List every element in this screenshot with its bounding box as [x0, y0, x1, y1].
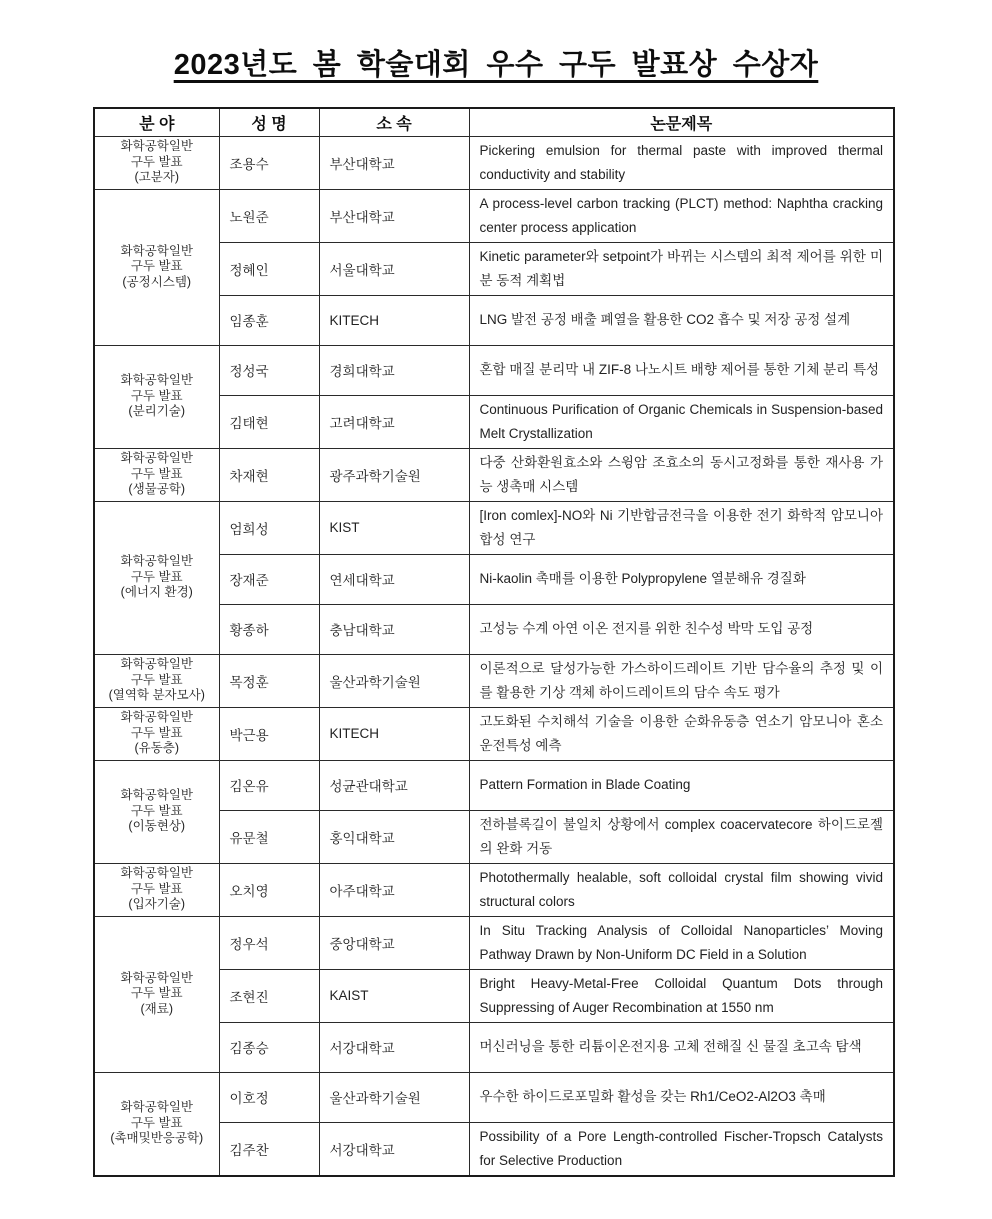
field-line: 화학공학일반: [120, 451, 193, 466]
paper-title: Pickering emulsion for thermal paste with improved thermal conductivity and stability: [469, 136, 894, 189]
winner-affiliation: KAIST: [319, 969, 469, 1022]
winner-name: 이호정: [219, 1072, 319, 1122]
winner-name: 정성국: [219, 345, 319, 395]
field-line: 화학공학일반: [120, 788, 193, 803]
awards-table: [93, 107, 895, 1177]
field-line: 구두 발표: [130, 569, 183, 584]
paper-title: 전하블록길이 불일치 상황에서 complex coacervatecore 하이드로젤의 완화 거동: [469, 810, 894, 863]
paper-title: Pattern Formation in Blade Coating: [469, 760, 894, 810]
field-line: (이동현상): [128, 819, 186, 834]
table-header: [94, 108, 894, 136]
field-line: (촉매및반응공학): [110, 1131, 204, 1146]
field-line: 화학공학일반: [120, 373, 193, 388]
winner-affiliation: 연세대학교: [319, 554, 469, 604]
field-line: 구두 발표: [130, 154, 183, 169]
paper-title: A process-level carbon tracking (PLCT) method: Naphtha cracking center process application: [469, 189, 894, 242]
paper-title: Photothermally healable, soft colloidal crystal film showing vivid structural colors: [469, 863, 894, 916]
header-field: 분 야: [94, 108, 219, 136]
field-cell: [94, 863, 219, 916]
field-line: 화학공학일반: [120, 866, 193, 881]
field-cell: [94, 916, 219, 1072]
winner-name: 정혜인: [219, 242, 319, 295]
paper-title: Possibility of a Pore Length-controlled Fischer-Tropsch Catalysts for Selective Production: [469, 1122, 894, 1176]
paper-title: 이론적으로 달성가능한 가스하이드레이트 기반 담수율의 추정 및 이를 활용한 기상 객체 하이드레이트의 담수 속도 평가: [469, 654, 894, 707]
winner-affiliation: 중앙대학교: [319, 916, 469, 969]
field-cell: [94, 345, 219, 448]
field-line: (유동층): [134, 741, 180, 756]
winner-name: 김주찬: [219, 1122, 319, 1176]
paper-title: 머신러닝을 통한 리튬이온전지용 고체 전해질 신 물질 초고속 탐색: [469, 1022, 894, 1072]
winner-affiliation: 아주대학교: [319, 863, 469, 916]
paper-title: 다중 산화환원효소와 스윙암 조효소의 동시고정화를 통한 재사용 가능 생촉매 시스템: [469, 448, 894, 501]
winner-name: 임종훈: [219, 295, 319, 345]
paper-title: Ni-kaolin 촉매를 이용한 Polypropylene 열분해유 경질화: [469, 554, 894, 604]
header-affiliation: 소 속: [319, 108, 469, 136]
table-row: [94, 448, 894, 501]
field-line: 구두 발표: [130, 466, 183, 481]
table-row: [94, 916, 894, 969]
paper-title: 우수한 하이드로포밀화 활성을 갖는 Rh1/CeO2-Al2O3 촉매: [469, 1072, 894, 1122]
header-name: 성 명: [219, 108, 319, 136]
winner-affiliation: 울산과학기술원: [319, 1072, 469, 1122]
field-cell: [94, 1072, 219, 1176]
field-line: 화학공학일반: [120, 139, 193, 154]
winner-affiliation: 부산대학교: [319, 136, 469, 189]
table-row: [94, 136, 894, 189]
winner-name: 조현진: [219, 969, 319, 1022]
header-row: [94, 108, 894, 136]
field-line: 구두 발표: [130, 725, 183, 740]
field-cell: [94, 448, 219, 501]
field-line: 화학공학일반: [120, 657, 193, 672]
paper-title: 고도화된 수치해석 기술을 이용한 순화유동층 연소기 암모니아 혼소 운전특성 예측: [469, 707, 894, 760]
winner-affiliation: 경희대학교: [319, 345, 469, 395]
field-line: 화학공학일반: [120, 243, 193, 258]
page-title: [0, 42, 992, 83]
field-line: (입자기술): [128, 897, 186, 912]
field-line: 화학공학일반: [120, 554, 193, 569]
field-line: 구두 발표: [130, 1115, 183, 1130]
winner-name: 목정훈: [219, 654, 319, 707]
field-line: (재료): [140, 1001, 173, 1016]
winner-name: 조용수: [219, 136, 319, 189]
paper-title: Kinetic parameter와 setpoint가 바뀌는 시스템의 최적 제어를 위한 미분 동적 계획법: [469, 242, 894, 295]
field-line: 구두 발표: [130, 388, 183, 403]
winner-name: 장재준: [219, 554, 319, 604]
winner-name: 엄희성: [219, 501, 319, 554]
winner-name: 차재현: [219, 448, 319, 501]
field-line: (에너지 환경): [120, 585, 193, 600]
header-paper-title: 논문제목: [469, 108, 894, 136]
field-cell: [94, 760, 219, 863]
field-cell: [94, 136, 219, 189]
field-line: 화학공학일반: [120, 710, 193, 725]
table-row: [94, 760, 894, 810]
winner-affiliation: 부산대학교: [319, 189, 469, 242]
paper-title: LNG 발전 공정 배출 폐열을 활용한 CO2 흡수 및 저장 공정 설계: [469, 295, 894, 345]
field-cell: [94, 654, 219, 707]
field-line: (고분자): [134, 170, 180, 185]
winner-affiliation: 충남대학교: [319, 604, 469, 654]
winner-name: 박근용: [219, 707, 319, 760]
field-line: 구두 발표: [130, 881, 183, 896]
winner-affiliation: 광주과학기술원: [319, 448, 469, 501]
paper-title: In Situ Tracking Analysis of Colloidal Nanoparticles’ Moving Pathway Drawn by Non-Uniform DC Field in a Solution: [469, 916, 894, 969]
winner-affiliation: 홍익대학교: [319, 810, 469, 863]
table-row: [94, 501, 894, 554]
winner-affiliation: KITECH: [319, 707, 469, 760]
winner-affiliation: 성균관대학교: [319, 760, 469, 810]
table-body: [94, 136, 894, 1176]
paper-title: Bright Heavy-Metal-Free Colloidal Quantum Dots through Suppressing of Auger Recombination at 1550 nm: [469, 969, 894, 1022]
winner-name: 정우석: [219, 916, 319, 969]
winner-name: 황종하: [219, 604, 319, 654]
paper-title: Continuous Purification of Organic Chemicals in Suspension-based Melt Crystallization: [469, 395, 894, 448]
winner-affiliation: 서울대학교: [319, 242, 469, 295]
field-line: 구두 발표: [130, 672, 183, 687]
winner-name: 김온유: [219, 760, 319, 810]
winner-affiliation: KIST: [319, 501, 469, 554]
winner-affiliation: 고려대학교: [319, 395, 469, 448]
winner-name: 유문철: [219, 810, 319, 863]
table-row: [94, 189, 894, 242]
field-line: 구두 발표: [130, 259, 183, 274]
paper-title: 고성능 수계 아연 이온 전지를 위한 친수성 박막 도입 공정: [469, 604, 894, 654]
page-title-text: 2023년도 봄 학술대회 우수 구두 발표상 수상자: [173, 49, 819, 81]
paper-title: 혼합 매질 분리막 내 ZIF-8 나노시트 배향 제어를 통한 기체 분리 특성: [469, 345, 894, 395]
paper-title: [Iron comlex]-NO와 Ni 기반합금전극을 이용한 전기 화학적 암모니아 합성 연구: [469, 501, 894, 554]
winner-name: 노원준: [219, 189, 319, 242]
field-line: (생물공학): [128, 482, 186, 497]
winner-affiliation: 서강대학교: [319, 1022, 469, 1072]
field-cell: [94, 707, 219, 760]
winner-name: 김종승: [219, 1022, 319, 1072]
field-line: 구두 발표: [130, 803, 183, 818]
winner-name: 김태현: [219, 395, 319, 448]
field-line: 화학공학일반: [120, 970, 193, 985]
winner-affiliation: 울산과학기술원: [319, 654, 469, 707]
field-line: (공정시스템): [122, 274, 192, 289]
field-line: 구두 발표: [130, 986, 183, 1001]
winner-affiliation: KITECH: [319, 295, 469, 345]
field-line: 화학공학일반: [120, 1100, 193, 1115]
table-row: [94, 345, 894, 395]
field-cell: [94, 189, 219, 345]
field-line: (열역학 분자모사): [108, 688, 205, 703]
winner-affiliation: 서강대학교: [319, 1122, 469, 1176]
table-row: [94, 863, 894, 916]
table-row: [94, 707, 894, 760]
field-line: (분리기술): [128, 404, 186, 419]
field-cell: [94, 501, 219, 654]
table-row: [94, 654, 894, 707]
winner-name: 오치영: [219, 863, 319, 916]
table-row: [94, 1072, 894, 1122]
